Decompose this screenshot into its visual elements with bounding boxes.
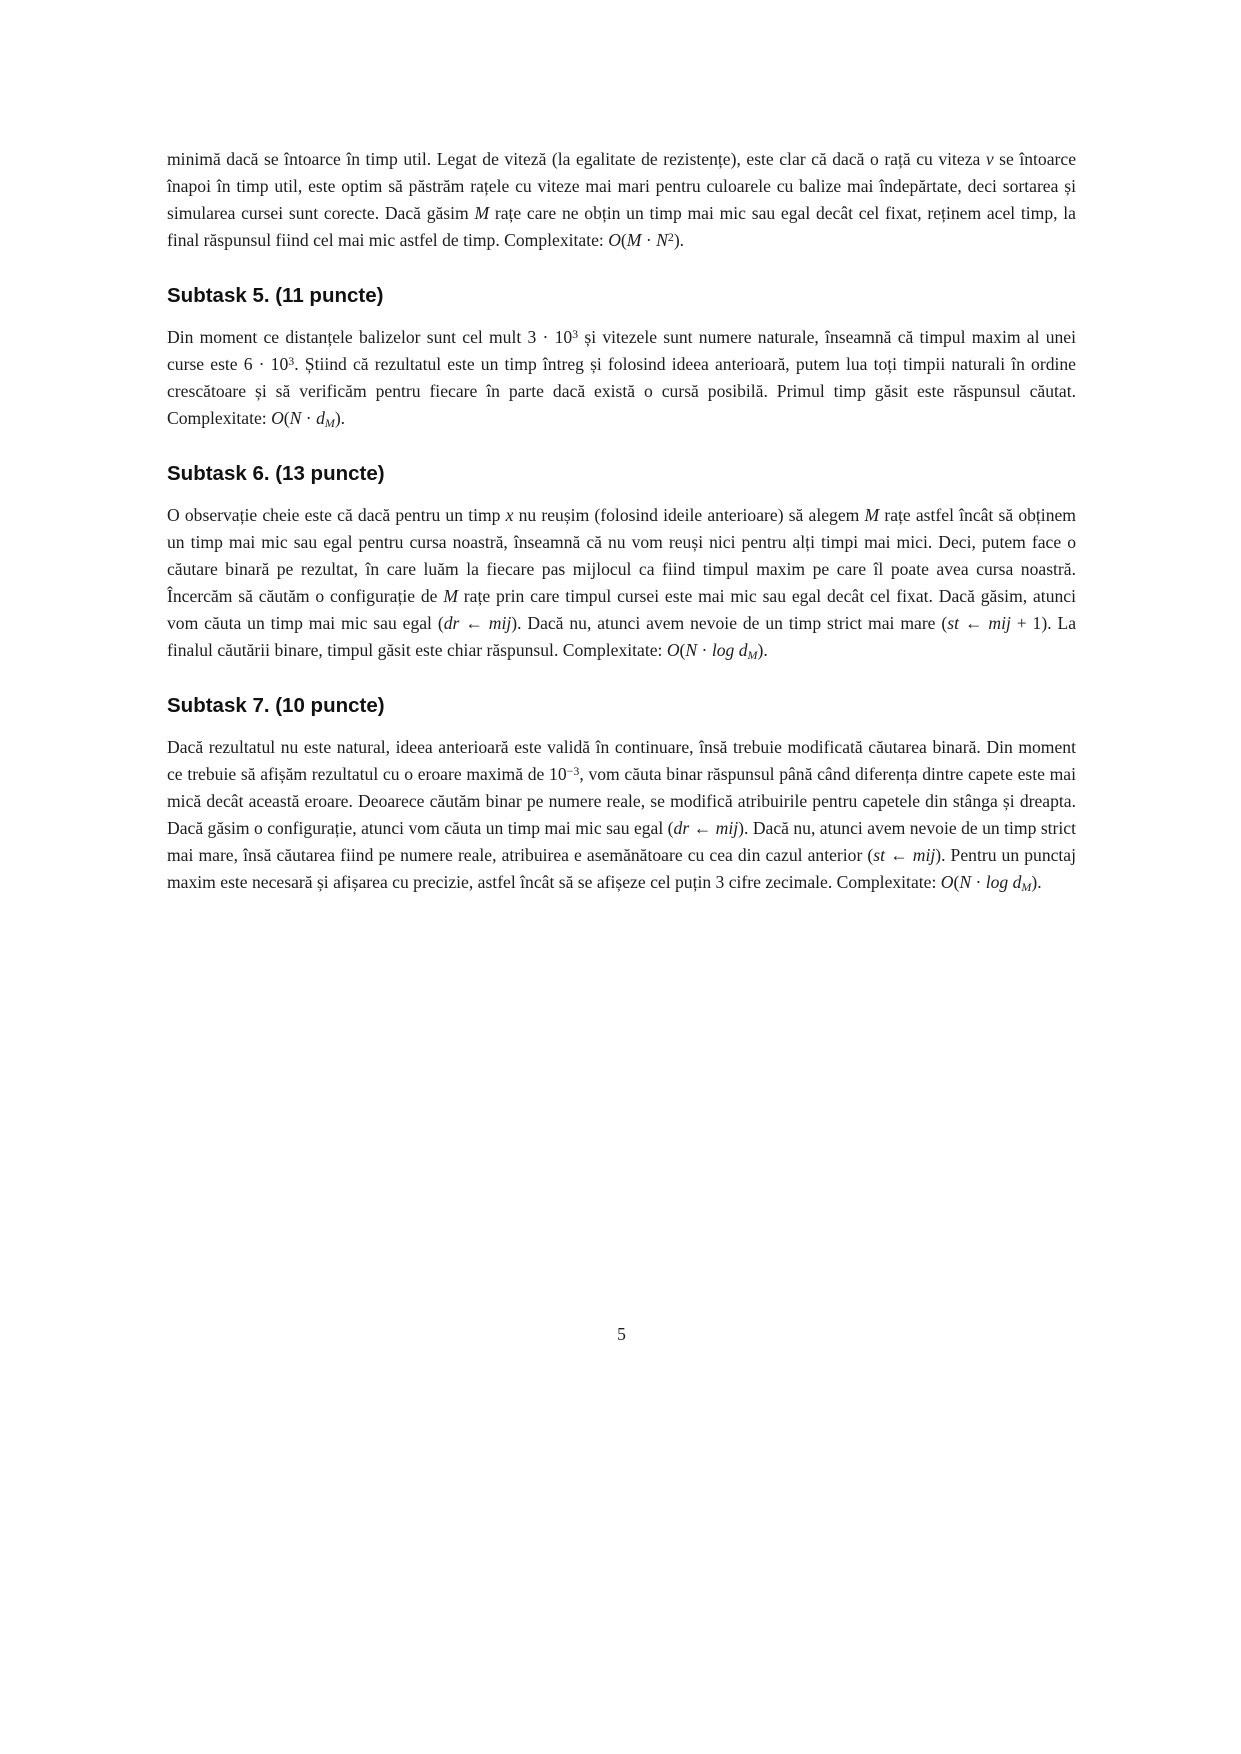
text-run: M	[864, 505, 880, 525]
text-run: 3	[288, 353, 295, 368]
text-run: ·	[971, 872, 986, 892]
text-run: Dacă rezultatul nu este natural, ideea anterioară este validă în continuare, însă trebuie modificată căutarea binară. Din moment ce trebuie să afișăm rezultatul cu o eroare maximă de 10	[167, 737, 1076, 784]
text-run: mij	[488, 613, 512, 633]
heading-subtask-5: Subtask 5. (11 puncte)	[167, 284, 384, 307]
text-run: ·	[641, 230, 657, 250]
paragraph-subtask-7	[167, 734, 1076, 896]
text-run: O	[666, 640, 680, 660]
text-run: ←	[958, 613, 989, 633]
text-run: ←	[885, 845, 913, 865]
text-run: ). Dacă nu, atunci avem nevoie de un timp strict mai mare (	[511, 613, 948, 633]
text-run: M	[474, 203, 490, 223]
text-run: mij	[715, 818, 739, 838]
text-run: rațe prin care timpul cursei este mai mic sau egal decât cel fixat. Dacă găsim, atunci vom căuta un timp mai mic sau egal (	[167, 586, 1076, 633]
text-run: st	[947, 613, 959, 633]
text-run: d	[316, 408, 325, 428]
text-run: , vom căuta binar răspunsul până când diferența dintre capete este mai mică decât această eroare. Deoarece căutăm binar pe numere reale, se modifică atribuirile pentru capetele din stânga și dreapta. Dacă găsim o configurație, atunci vom căuta un timp mai mic sau egal (	[167, 764, 1076, 838]
text-run: minimă dacă se întoarce în timp util. Legat de viteză (la egalitate de rezistențe), este clar că dacă o rață cu viteza	[167, 149, 986, 169]
text-run: se întoarce înapoi în timp util, este optim să păstrăm rațele cu viteze mai mari pentru culoarele cu balize mai îndepărtate, deci sortarea și simularea cursei sunt corecte. Dacă găsim	[167, 149, 1077, 223]
text-run: (	[620, 230, 627, 250]
text-run: M	[1021, 880, 1032, 895]
text-run: ). Dacă nu, atunci avem nevoie de un timp strict mai mare, însă căutarea fiind pe numere reale, atribuirea e asemănătoare cu cea din cazul anterior (	[167, 818, 1077, 865]
text-run: rațe care ne obțin un timp mai mic sau egal decât cel fixat, reținem acel timp, la final răspunsul fiind cel mai mic astfel de timp. Complexitate:	[167, 203, 1076, 250]
text-run: ←	[459, 613, 489, 633]
text-run: M	[747, 648, 758, 663]
paragraph-intro	[167, 146, 1076, 254]
text-run: v	[985, 149, 994, 169]
text-run: rațe astfel încât să obținem un timp mai mic sau egal pentru cursa noastră, înseamnă că nu vom reuși nici pentru alți timpi mai mici. Deci, putem face o căutare binară pe rezultat, în care luăm la fiecare pas mijlocul ca fiind timpul maxim pe care îl poate avea cursa noastră. Încercăm să căutăm o configurație de	[167, 505, 1076, 606]
text-run: nu reușim (folosind ideile anterioare) să alegem	[513, 505, 865, 525]
document-content	[167, 146, 1076, 922]
text-run: ·	[301, 408, 317, 428]
text-run: x	[505, 505, 514, 525]
paragraph-subtask-6	[167, 502, 1076, 664]
text-run: ).	[1031, 872, 1042, 892]
text-run: mij	[912, 845, 936, 865]
text-run: (	[283, 408, 290, 428]
text-run: ).	[334, 408, 346, 428]
text-run: . Știind că rezultatul este un timp întreg și folosind ideea anterioară, putem lua toți timpii naturali în ordine crescătoare și să verificăm pentru fiecare în parte dacă există o cursă posibilă. Primul timp găsit este răspunsul căutat. Complexitate:	[167, 354, 1076, 428]
text-run: M	[324, 416, 335, 431]
text-run: −3	[566, 763, 580, 778]
text-run: M	[626, 230, 642, 250]
text-run: N	[959, 872, 972, 892]
paragraph-subtask-5	[167, 324, 1076, 432]
text-run: M	[443, 586, 458, 606]
text-run: log d	[985, 872, 1022, 892]
text-run: dr	[443, 613, 460, 633]
heading-subtask-7: Subtask 7. (10 puncte)	[167, 694, 385, 717]
heading-subtask-6: Subtask 6. (13 puncte)	[167, 462, 385, 485]
text-run: O	[608, 230, 621, 250]
text-run: log d	[711, 640, 748, 660]
text-run: și vitezele sunt numere naturale, înseamnă că timpul maxim al unei curse este 6 · 10	[167, 327, 1076, 374]
text-run: Din moment ce distanțele balizelor sunt cel mult 3 · 10	[167, 327, 573, 347]
text-run: O	[271, 408, 284, 428]
text-run: (	[679, 640, 686, 660]
text-run: 3	[572, 326, 579, 341]
text-run: (	[953, 872, 960, 892]
text-run: O observație cheie este că dacă pentru un timp	[167, 505, 506, 525]
text-run: st	[873, 845, 886, 865]
text-run: N	[685, 640, 698, 660]
text-run: ). Pentru un punctaj maxim este necesară și afișarea cu precizie, astfel încât să se afișeze cel puțin 3 cifre zecimale. Complexitate:	[167, 845, 1077, 892]
text-run: dr	[673, 818, 690, 838]
text-run: ).	[673, 230, 685, 250]
text-run: N	[656, 230, 668, 250]
text-run: O	[940, 872, 954, 892]
page-number: 5	[617, 1324, 626, 1344]
text-run: ·	[697, 640, 712, 660]
text-run: 2	[667, 229, 674, 244]
text-run: N	[289, 408, 302, 428]
text-run: + 1). La finalul căutării binare, timpul găsit este chiar răspunsul. Complexitate:	[167, 613, 1077, 660]
text-run: ).	[757, 640, 768, 660]
text-run: mij	[988, 613, 1011, 633]
text-run: ←	[689, 818, 716, 838]
